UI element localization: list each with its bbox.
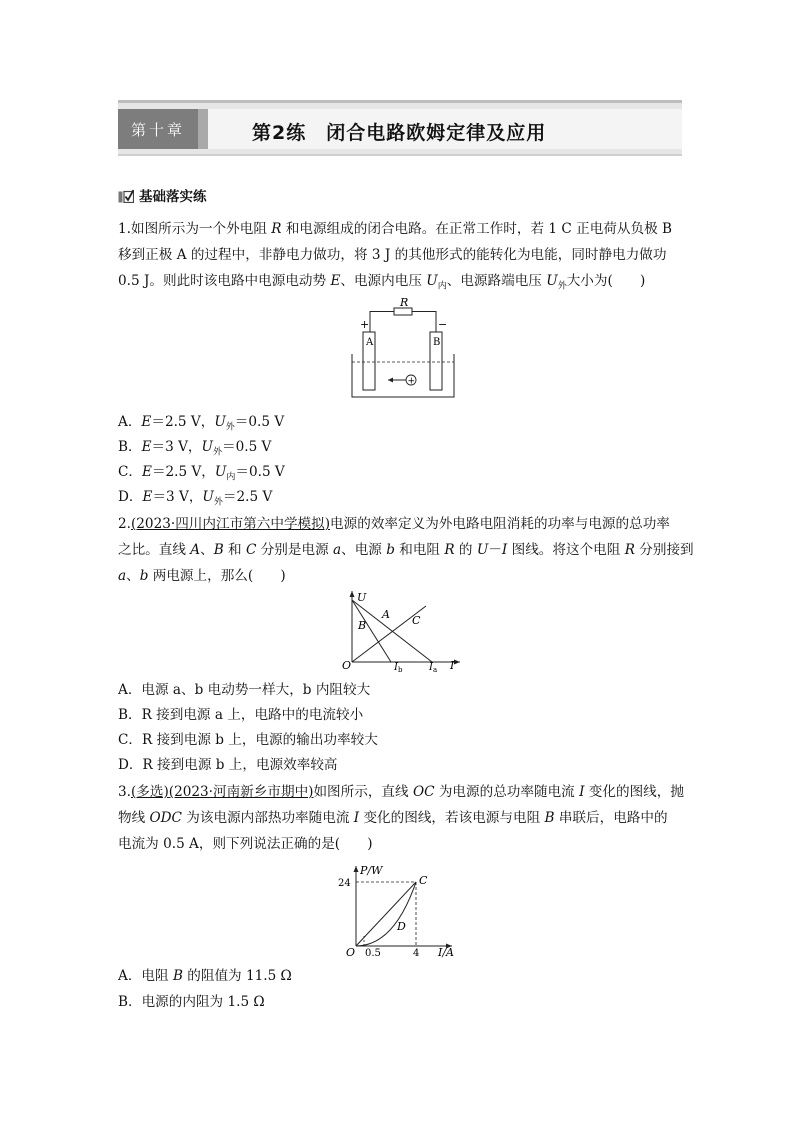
q2-option-c[interactable]: C．R 接到电源 b 上，电源的输出功率较大 <box>118 732 378 748</box>
q3-line-oc <box>356 882 416 946</box>
q3-source: (2023·河南新乡市期中) <box>168 784 314 800</box>
q1-option-c[interactable]: C．E＝2.5 V，$U_内=0.5$ V <box>118 464 285 483</box>
q1-option-d[interactable]: D．E＝3 V，$U_外=2.5$ V <box>118 489 273 508</box>
q2-ib-label: $I_b$ <box>394 662 403 674</box>
resistor-label: R <box>400 296 409 309</box>
q3-4-label: 4 <box>413 948 420 959</box>
q1-option-a[interactable]: A．E＝2.5 V，$U_外=0.5$ V <box>118 414 285 433</box>
q2-option-d[interactable]: D．R 接到电源 b 上，电源效率较高 <box>118 757 338 773</box>
q2-x-axis-arrow <box>454 660 460 665</box>
q3-stem: 3.(多选)(2023·河南新乡市期中)如图所示，直线 OC 为电源的总功率随电流 I 变化的图线，抛 物线 ODC 为该电源内部热功率随电流 I 变化的图线，若该电源与电阻 B 串联后，电路中的 电流为 0.5 A，则下列说法正确的是( ) <box>118 784 684 852</box>
q2-u-label: U <box>357 591 367 604</box>
q2-line-b-label: B <box>358 619 367 632</box>
resistor-symbol <box>394 308 412 315</box>
header-top-rule <box>118 100 682 103</box>
checkbox-icon <box>118 188 134 202</box>
section-heading <box>118 186 207 204</box>
q3-multi-tag: (多选) <box>130 784 169 800</box>
q1-stem: 1.如图所示为一个外电阻 R 和电源组成的闭合电路。在正常工作时，若 1 C 正电荷从负极 B 移到正极 A 的过程中，非静电力做功，将 3 J 的其他形式的能转化为电能，同时静电力做功 0.5 J。则此时该电路中电源电动势 E、电源内电压 $U_内$、电源路端电压 $U_外$大小为( ) <box>118 221 672 292</box>
q2-i-label: I <box>450 659 455 672</box>
q3-i-label: I/A <box>438 946 454 959</box>
q3-05-label: 0.5 <box>365 948 381 959</box>
q2-source: (2023·四川内江市第六中学模拟) <box>130 516 331 532</box>
plus-sign: + <box>360 318 370 331</box>
positive-charge-sign: + <box>407 376 416 387</box>
minus-sign: − <box>438 318 448 331</box>
chapter-tab-notch <box>198 109 208 149</box>
charge-arrow-head <box>388 378 393 383</box>
q2-line-c-label: C <box>412 614 421 627</box>
q2-origin-label: O <box>342 659 352 672</box>
q1-option-b[interactable]: B．E＝3 V，$U_外=0.5$ V <box>118 439 272 458</box>
q3-power-graph <box>334 862 464 960</box>
page-title: 第2练 闭合电路欧姆定律及应用 <box>252 122 547 144</box>
q2-stem: 2.(2023·四川内江市第六中学模拟)电源的效率定义为外电路电阻消耗的功率与电源的总功率 之比。直线 A、B 和 C 分别是电源 a、电源 b 和电阻 R 的 U－I 图线。将这个电阻 R 分别接到 a、b 两电源上，那么( ) <box>118 516 694 584</box>
electrode-a-label: A <box>366 337 374 348</box>
q3-c-label: C <box>419 874 428 887</box>
q2-line-a-label: A <box>382 608 390 621</box>
q2-option-a[interactable]: A．电源 a、b 电动势一样大，b 内阻较大 <box>118 682 371 698</box>
chapter-tab: 第十章 <box>118 109 198 149</box>
section-title: 基础落实练 <box>139 189 207 205</box>
right-wire <box>412 312 436 333</box>
left-wire <box>370 312 394 333</box>
q2-option-b[interactable]: B．R 接到电源 a 上，电路中的电流较小 <box>118 707 364 723</box>
q2-ia-label: $I_a$ <box>429 662 438 674</box>
q3-option-b[interactable]: B．电源的内阻为 1.5 Ω <box>118 994 265 1010</box>
header-bottom-rule <box>118 154 682 156</box>
q3-option-a[interactable]: A．电阻 B 的阻值为 11.5 Ω <box>118 968 292 984</box>
q2-y-axis-arrow <box>350 591 355 597</box>
q3-d-label: D <box>397 920 406 933</box>
q3-24-label: 24 <box>338 878 351 889</box>
q1-circuit-figure <box>330 292 480 402</box>
electrode-b-label: B <box>433 337 441 348</box>
q3-origin-label: O <box>346 946 356 959</box>
q2-ui-graph <box>336 588 466 674</box>
q3-y-axis-arrow <box>354 866 359 872</box>
q3-p-label: P/W <box>360 864 383 877</box>
